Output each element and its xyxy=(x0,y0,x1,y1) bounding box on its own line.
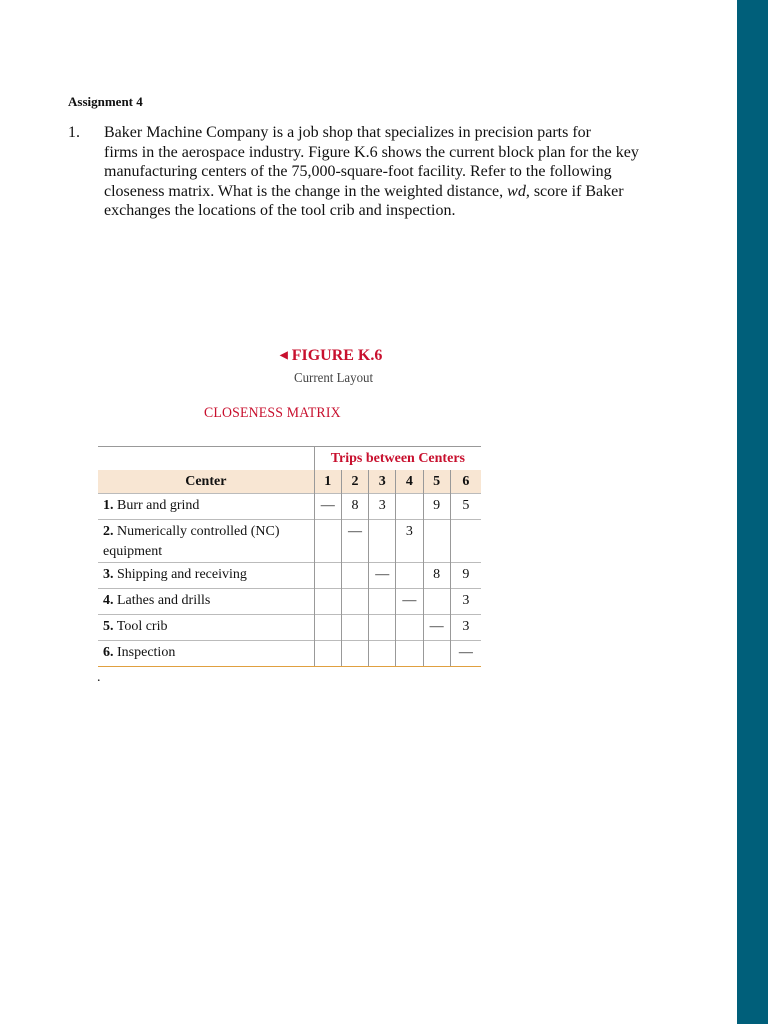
trip-cell xyxy=(369,520,396,563)
trip-cell xyxy=(423,520,450,563)
trip-cell xyxy=(423,589,450,615)
trip-cell: — xyxy=(341,520,368,563)
center-name-cell xyxy=(98,641,314,667)
center-number: 4. xyxy=(103,593,114,608)
figure-title xyxy=(280,347,382,365)
trip-cell: 9 xyxy=(450,563,481,589)
trip-cell xyxy=(369,641,396,667)
question-text xyxy=(106,123,706,221)
center-name-cell xyxy=(98,589,314,615)
center-name-cell xyxy=(98,563,314,589)
col-header-6: 6 xyxy=(450,470,481,494)
trip-cell xyxy=(314,615,341,641)
center-name: Tool crib xyxy=(116,619,168,634)
question-line: exchanges the locations of the tool crib and inspection. xyxy=(104,202,456,219)
trip-cell xyxy=(396,641,423,667)
center-number: 5. xyxy=(103,619,114,634)
question-line: Baker Machine Company is a job shop that specializes in precision parts for xyxy=(104,124,591,141)
figure-subtitle: Current Layout xyxy=(294,371,374,386)
center-name-cell xyxy=(98,494,314,520)
center-number: 2. xyxy=(103,524,114,539)
trip-cell: 3 xyxy=(450,615,481,641)
table-row xyxy=(98,641,481,667)
question-line: closeness matrix. What is the change in the weighted distance, wd, score if Baker xyxy=(104,182,624,200)
col-header-3: 3 xyxy=(369,470,396,494)
trip-cell: 5 xyxy=(450,494,481,520)
question-line: firms in the aerospace industry. Figure K.6 shows the current block plan for the key xyxy=(104,143,639,161)
center-header: Center xyxy=(98,470,314,494)
table-row xyxy=(98,589,481,615)
center-name-cell xyxy=(98,615,314,641)
trip-cell: 3 xyxy=(450,589,481,615)
trip-cell xyxy=(314,589,341,615)
trip-cell xyxy=(341,641,368,667)
center-number: 6. xyxy=(103,645,114,660)
question-line: manufacturing centers of the 75,000-square-foot facility. Refer to the following xyxy=(104,163,612,180)
figure-arrow-icon: ◀ xyxy=(280,350,288,361)
closeness-matrix xyxy=(98,446,481,667)
col-header-2: 2 xyxy=(341,470,368,494)
table-row xyxy=(98,494,481,520)
center-name: Numerically controlled (NC) equipment xyxy=(103,524,280,559)
trip-cell xyxy=(314,641,341,667)
center-name: Lathes and drills xyxy=(117,593,211,608)
matrix-title: CLOSENESS MATRIX xyxy=(204,405,341,421)
trip-cell: 3 xyxy=(396,520,423,563)
trip-cell: — xyxy=(450,641,481,667)
trip-cell: — xyxy=(423,615,450,641)
col-header-5: 5 xyxy=(423,470,450,494)
trip-cell xyxy=(396,494,423,520)
table-row xyxy=(98,563,481,589)
trip-cell xyxy=(423,641,450,667)
question-number: 1. xyxy=(68,124,80,141)
sidebar-strip xyxy=(737,0,768,1024)
trips-header: Trips between Centers xyxy=(314,447,481,471)
center-name-cell xyxy=(98,520,314,563)
trip-cell xyxy=(450,520,481,563)
trip-cell xyxy=(369,615,396,641)
figure-title-text: FIGURE K.6 xyxy=(291,347,383,364)
trip-cell: 3 xyxy=(369,494,396,520)
assignment-heading: Assignment 4 xyxy=(68,94,143,109)
trip-cell xyxy=(396,615,423,641)
trip-cell xyxy=(341,563,368,589)
trip-cell xyxy=(396,563,423,589)
trip-cell xyxy=(314,520,341,563)
trip-cell: — xyxy=(396,589,423,615)
center-number: 1. xyxy=(103,498,114,513)
trip-cell: — xyxy=(314,494,341,520)
center-number: 3. xyxy=(103,567,114,582)
trip-cell: 8 xyxy=(341,494,368,520)
column-header-row xyxy=(98,470,481,494)
trip-cell xyxy=(341,589,368,615)
trip-cell xyxy=(341,615,368,641)
center-name: Burr and grind xyxy=(117,498,200,513)
trip-cell: — xyxy=(369,563,396,589)
trip-cell: 8 xyxy=(423,563,450,589)
trip-cell: 9 xyxy=(423,494,450,520)
trip-cell xyxy=(314,563,341,589)
table-row xyxy=(98,520,481,563)
empty-header-cell xyxy=(98,447,314,471)
group-header-row xyxy=(98,447,481,471)
trailing-mark: . xyxy=(97,670,101,685)
col-header-1: 1 xyxy=(314,470,341,494)
center-name: Shipping and receiving xyxy=(117,567,247,582)
trip-cell xyxy=(369,589,396,615)
center-name: Inspection xyxy=(117,645,176,660)
col-header-4: 4 xyxy=(396,470,423,494)
table-row xyxy=(98,615,481,641)
